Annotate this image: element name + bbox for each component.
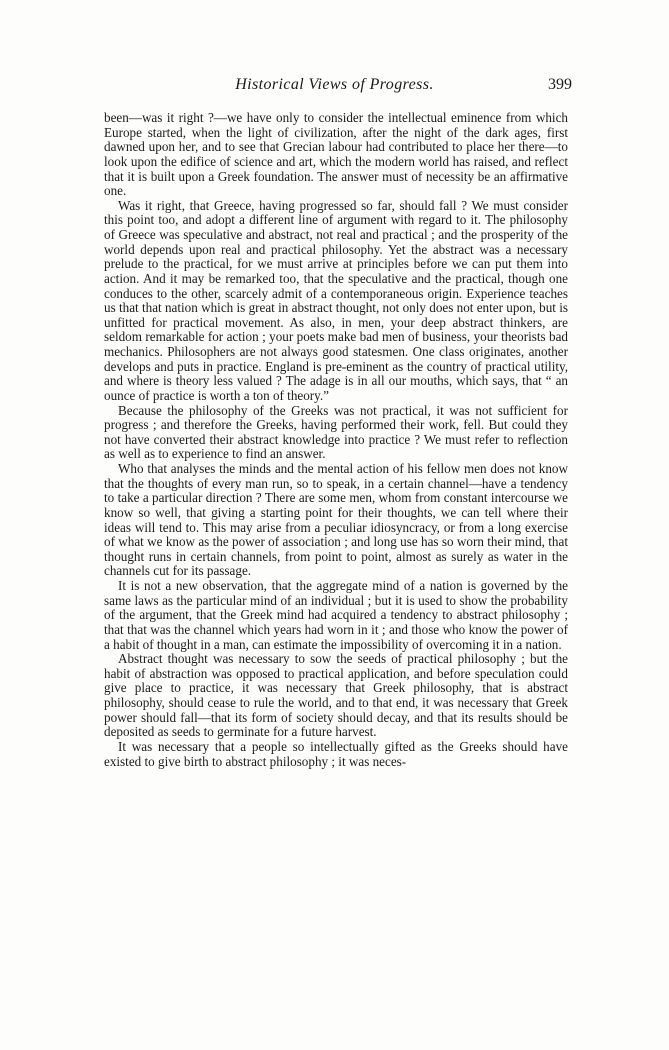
paragraph: Was it right, that Greece, having progressed so far, should fall ? We must consider this point too, and adopt a different line of argument with regard to it. The philosophy of Greece was speculative and abstract, not real and practical ; and the prosperity of the world depends upon real and practical philosophy. Yet the abstract was a necessary prelude to the practical, for we must arrive at principles before we can put them into action. And it may be remarked too, that the speculative and the practical, though one conduces to the other, scarcely admit of a contemporaneous origin. Experience teaches us that that nation which is great in abstract thought, not only does not enter upon, but is unfitted for practical movement. As also, in men, your deep abstract thinkers, are seldom remarkable for action ; your poets make bad men of business, your theorists bad mechanics. Philosophers are not always good statesmen. One class originates, another develops and puts in practice. England is pre-eminent as the country of practical utility, and where is theory less valued ? The adage is in all our mouths, which says, that “ an ounce of practice is worth a ton of theory.” [104,197,568,403]
page-number: 399 [548,76,572,93]
paragraph: been—was it right ?—we have only to consider the intellectual eminence from which Europe started, when the light of civilization, after the night of the dark ages, first dawned upon her, and to see that Grecian labour had contributed to place her there—to look upon the edifice of science and art, which the modern world has raised, and reflect that it is built upon a Greek foundation. The answer must of necessity be an affirmative one. [104,110,568,199]
paragraph: Because the philosophy of the Greeks was not practical, it was not sufficient for progress ; and therefore the Greeks, having performed their work, fell. But could they not have converted their abstract knowledge into practice ? We must refer to reflection as well as to experience to find an answer. [104,402,568,462]
paragraph: Abstract thought was necessary to sow the seeds of practical philosophy ; but the habit of abstraction was opposed to practical application, and before speculation could give place to practice, it was necessary that Greek philosophy, that is abstract philosophy, should cease to rule the world, and to that end, it was necessary that Greek power should fall—that its form of society should decay, and that its results should be deposited as seeds to germinate for a future harvest. [104,651,568,740]
body-text [104,111,568,769]
paragraph: It was necessary that a people so intellectually gifted as the Greeks should have existed to give birth to abstract philosophy ; it was neces- [104,738,568,769]
paragraph: It is not a new observation, that the aggregate mind of a nation is governed by the same laws as the particular mind of an individual ; but it is used to show the probability of the argument, that the Greek mind had acquired a tendency to abstract philosophy ; that that was the channel which years had worn in it ; and those who know the power of a habit of thought in a man, can estimate the impossibility of overcoming it in a nation. [104,578,568,652]
running-title: Historical Views of Progress. [235,76,434,93]
page-header [0,76,669,98]
paragraph: Who that analyses the minds and the mental action of his fellow men does not know that the thoughts of every man run, so to speak, in a certain channel—have a tendency to take a particular direction ? There are some men, whom from constant intercourse we know so well, that giving a starting point for their thoughts, we can tell where their ideas will tend to. This may arise from a peculiar idiosyncracy, or from a long exercise of what we know as the power of association ; and long use has so worn their mind, that thought runs in certain channels, from point to point, almost as surely as water in the channels cut for its passage. [104,461,568,579]
